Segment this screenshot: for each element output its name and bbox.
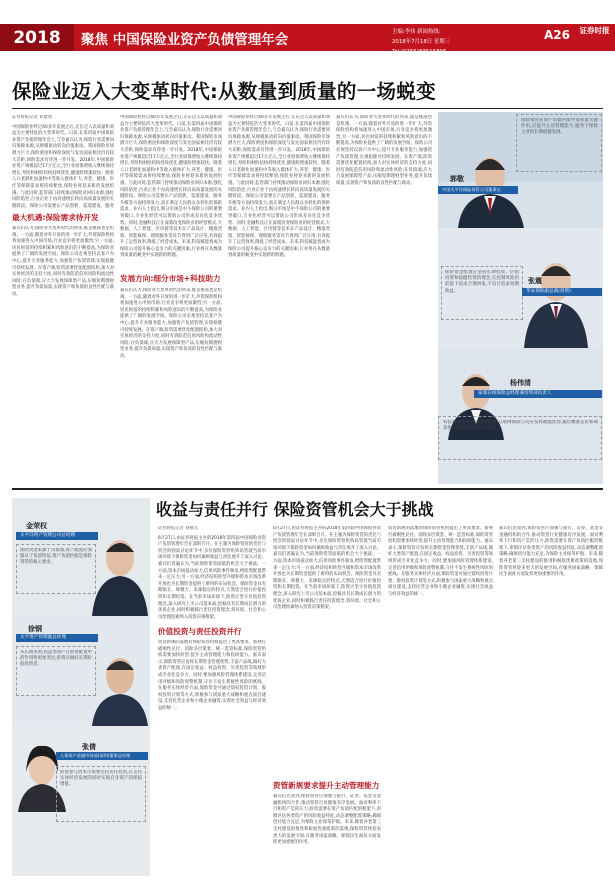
headline-rule (12, 108, 603, 109)
article1-subhead-1: 最大机遇:保险需求待开发 (12, 213, 99, 222)
quote-text-4: 保险资金来源于负债端,资产配置必须服从于负债特征,资产负债匹配是保险资管的核心要求。 (20, 548, 92, 566)
article2-column-2b: 嘉宾们还谈到,保险资管应加强与银行、证券、基金等金融机构的合作,推动资管行业健康有序发展。面对利率下行和资产荒的压力,险资需要在资产负债匹配的框架下,审慎评估各类资产的风险收益特征,动态调整配置策略,确保偿付能力充足,为保险主业保驾护航。未来,随着养老第三支柱建设的推进和税收优惠政策的落地,保险资管将迎来更大的发展空间,在服务国家战略、保障民生福祉方面发挥更加重要的作用。 (273, 794, 381, 846)
quote-text-6: 险资参与资本市场要坚持责任投资,在支持实体经济发展的同时实现自身资产的保值增值。 (60, 770, 142, 788)
masthead-tel: Tel:(0755)83515896 (392, 49, 447, 55)
person-name-2: 张震 (528, 277, 542, 285)
article2-column-1b: 资管新规的落地对保险资管机构提出了更高要求。新规打破刚性兑付、消除多层嵌套、统一监管标准,保险资管机构需要加快转型,提升主动管理能力和投研能力。嘉宾表示,保险资管应发挥长期资金管理优势,丰富产品线,做好大类资产配置,在固定收益、权益投资、另类投资等领域形成专业化竞争力。同时,要加强风险管理体系建设,完善信用评级和风险预警机制,守住不发生系统性风险的底线。在服务实体经济方面,保险资金可通过债权投资计划、股权投资计划等方式,积极参与国家重大战略和重点项目建设,支持民营企业和小微企业融资,实现社会效益与经济效益的统一。 (158, 640, 266, 711)
person-name-5: 徐钢 (28, 625, 42, 633)
quote-text-5: 从长期来看,权益类资产在险资配置中的作用将更加突出,险资应做好长期价值投资者。 (20, 650, 92, 668)
headline-article1: 保险业迈入大变革时代:从数量到质量的一场蜕变 (12, 80, 436, 103)
person-title-1: 中国太平洋保险资管公司董事长 (438, 186, 518, 194)
section-divider (12, 488, 603, 490)
article1-column-4: 嘉宾们认为,保险业大变革时代的到来,既是挑战也是机遇。一方面,随着对外开放的进一步扩大,外资保险机构将加速进入中国市场,行业竞争将更加激烈;另一方面,居民财富的持续积累和风险意识的不断提高,为保险业提供了广阔的发展空间。保险公司必须坚持以客户为中心,提升专业服务能力,加强资产负债管理,实现稳健可持续发展。在资产端,险资需要优化配置结构,加大对实体经济的支持力度,同时有效防范信用风险和流动性风险;在负债端,应大力发展保障型产品,压缩短期理财型业务,提升负债质量,实现资产和负债的良性匹配与联动。 (336, 115, 432, 186)
article1-column-1b: 嘉宾们认为,保险业大变革时代的到来,既是挑战也是机遇。一方面,随着对外开放的进一步扩大,外资保险机构将加速进入中国市场,行业竞争将更加激烈;另一方面,居民财富的持续积累和风险意识的不断提高,为保险业提供了广阔的发展空间。保险公司必须坚持以客户为中心,提升专业服务能力,加强资产负债管理,实现稳健可持续发展。在资产端,险资需要优化配置结构,加大对实体经济的支持力度,同时有效防范信用风险和流动性风险;在负债端,应大力发展保障型产品,压缩短期理财型业务,提升负债质量,实现资产和负债的良性匹配与联动。 (12, 226, 114, 297)
article2-column-1: 证券时报记者 刘敬元 6月27日,由证券时报主办的2018年第四届中国保险业资产负债管理年会在深圳召开。在主题为保险资管的责任与机会的圆桌讨论环节中,多位保险资管机构高管就当前市场环境下保险资金如何兼顾收益与责任展开了深入讨论。嘉宾们普遍认为,当前保险资管面临的机会大于挑战。一方面,资本市场波动加大,信用风险事件频发,给险资配置带来一定压力;另一方面,经济结构转型升级和资本市场改革开放也为长期资金提供了难得的布局机会。保险资金具有期限长、规模大、来源稳定的特点,天然适合进行价值投资和长期投资。在当前市场环境下,险资应坚守价值投资理念,深入研究上市公司基本面,挖掘具有长期成长潜力的优质企业,同时积极践行责任投资理念,将环境、社会和公司治理因素纳入投资决策框架。 (158, 526, 266, 620)
person-title-6: 人保资产金融市场部(深圳)董事总经理 (56, 752, 148, 760)
article2-byline: 证券时报记者 刘敬元 (158, 526, 199, 531)
page-number: A26 (544, 28, 570, 42)
headline-article2: 收益与责任并行 保险资管机会大于挑战 (156, 500, 434, 519)
article2-column-4: 嘉宾们还谈到,保险资管应加强与银行、证券、基金等金融机构的合作,推动资管行业健康有序发展。面对利率下行和资产荒的压力,险资需要在资产负债匹配的框架下,审慎评估各类资产的风险收益特征,动态调整配置策略,确保偿付能力充足,为保险主业保驾护航。未来,随着养老第三支柱建设的推进和税收优惠政策的落地,保险资管将迎来更大的发展空间,在服务国家战略、保障民生福祉方面发挥更加重要的作用。 (499, 526, 603, 578)
article1-column-2b: 嘉宾们认为,保险业大变革时代的到来,既是挑战也是机遇。一方面,随着对外开放的进一步扩大,外资保险机构将加速进入中国市场,行业竞争将更加激烈;另一方面,居民财富的持续积累和风险意识的不断提高,为保险业提供了广阔的发展空间。保险公司必须坚持以客户为中心,提升专业服务能力,加强资产负债管理,实现稳健可持续发展。在资产端,险资需要优化配置结构,加大对实体经济的支持力度,同时有效防范信用风险和流动性风险;在负债端,应大力发展保障型产品,压缩短期理财型业务,提升负债质量,实现资产和负债的良性匹配与联动。 (120, 288, 222, 359)
masthead-title: 聚焦 中国保险业资产负债管理年会 (81, 31, 289, 48)
article2-column-3: 资管新规的落地对保险资管机构提出了更高要求。新规打破刚性兑付、消除多层嵌套、统一监管标准,保险资管机构需要加快转型,提升主动管理能力和投研能力。嘉宾表示,保险资管应发挥长期资金管理优势,丰富产品线,做好大类资产配置,在固定收益、权益投资、另类投资等领域形成专业化竞争力。同时,要加强风险管理体系建设,完善信用评级和风险预警机制,守住不发生系统性风险的底线。在服务实体经济方面,保险资金可通过债权投资计划、股权投资计划等方式,积极参与国家重大战略和重点项目建设,支持民营企业和小微企业融资,实现社会效益与经济效益的统一。 (388, 526, 493, 597)
masthead-editor: 主编:李伟 新闻热线: (392, 29, 441, 35)
quote-text-3: 科技将重塑保险业的价值链,互联网保险公司应发挥数据优势,通过精准定价和场景化产品满足细分客户需求。 (443, 420, 598, 432)
article2-subhead-2: 资管新规要求提升主动管理能力 (273, 781, 380, 790)
article1-column-1: 证券时报记者 邓建勇 中国保险业经过40多年发展之后,正在迈入以质量和效益为主要特征的大变革时代。日前,在第四届中国保险业资产负债管理年会上,与会嘉宾认为,保险行业需要回归保障本源,从规模驱动转向价值驱动。我国保险市场潜力巨大,保险密度和保险深度与发达国家相比仍有较大差距,保险需求有待进一步开发。2018年,中国保险业资产规模超过17万亿元,全行业原保费收入继续保持增长,寿险和财险结构持续优化,健康险增速较快。随着人口老龄化加速和中等收入群体扩大,养老、健康、医疗等保障需求将持续释放,保险业将迎来新的发展机遇。与此同时,监管部门持续推动保险业回归本源,强化风险防控,行业正处于由高速增长转向高质量发展的关键阶段。保险公司需要在产品创新、渠道建设、服务 (12, 115, 114, 208)
person-name-6: 张倩 (82, 743, 96, 751)
newspaper-logo: 证券时报 (579, 26, 610, 35)
person-name-3: 杨伟清 (510, 379, 531, 387)
article1-column-2: 中国保险业经过40多年发展之后,正在迈入以质量和效益为主要特征的大变革时代。日前,在第四届中国保险业资产负债管理年会上,与会嘉宾认为,保险行业需要回归保障本源,从规模驱动转向价值驱动。我国保险市场潜力巨大,保险密度和保险深度与发达国家相比仍有较大差距,保险需求有待进一步开发。2018年,中国保险业资产规模超过17万亿元,全行业原保费收入继续保持增长,寿险和财险结构持续优化,健康险增速较快。随着人口老龄化加速和中等收入群体扩大,养老、健康、医疗等保障需求将持续释放,保险业将迎来新的发展机遇。与此同时,监管部门持续推动保险业回归本源,强化风险防控,行业正处于由高速增长转向高质量发展的关键阶段。保险公司需要在产品创新、渠道建设、服务升级等方面持续发力,真正满足人民群众多样化的保险需求。业内人士指出,细分市场是中小保险公司的重要突破口,专业化经营可以帮助公司形成差异化竞争优势。同时,金融科技正在深刻改变保险业的经营模式,大数据、人工智能、区块链等技术在产品设计、精准营销、智能核保、理赔服务等环节得到广泛应用,有效提升了运营效率,降低了经营成本。未来,科技赋能将成为保险公司提升核心竞争力的关键因素,行业将在从数量到质量的蜕变中实现新的跨越。 (120, 115, 222, 259)
person-name-1: 郭敬 (450, 175, 464, 183)
masthead-bar (0, 24, 615, 55)
person-title-5: 太平资产管理副总经理 (16, 634, 98, 642)
article1-byline: 证券时报记者 邓建勇 (12, 115, 53, 120)
person-name-4: 金荣权 (26, 522, 47, 530)
person-title-3: 泰康在线保险总经理兼投资部负责人 (474, 390, 602, 398)
masthead-date: 2018年7月18日 星期三 (392, 39, 451, 45)
quote-text-1: 保险资管在资产负债匹配中发挥着关键作用,应提升主动管理能力,服务于保险主业的长期稳健发展。 (521, 118, 598, 136)
masthead-info (392, 27, 450, 57)
article2-subhead-1: 价值投资与责任投资并行 (158, 627, 242, 636)
masthead-year: 2018 (0, 24, 74, 51)
quote-text-2: 保险资金配置应坚持长期投资、价值投资和稳健投资的理念,在控制风险的前提下追求合理回报,不盲目追求短期收益。 (445, 270, 519, 294)
person-title-4: 太平洋资产管理公司总经理 (16, 532, 98, 540)
article1-column-3: 中国保险业经过40多年发展之后,正在迈入以质量和效益为主要特征的大变革时代。日前,在第四届中国保险业资产负债管理年会上,与会嘉宾认为,保险行业需要回归保障本源,从规模驱动转向价值驱动。我国保险市场潜力巨大,保险密度和保险深度与发达国家相比仍有较大差距,保险需求有待进一步开发。2018年,中国保险业资产规模超过17万亿元,全行业原保费收入继续保持增长,寿险和财险结构持续优化,健康险增速较快。随着人口老龄化加速和中等收入群体扩大,养老、健康、医疗等保障需求将持续释放,保险业将迎来新的发展机遇。与此同时,监管部门持续推动保险业回归本源,强化风险防控,行业正处于由高速增长转向高质量发展的关键阶段。保险公司需要在产品创新、渠道建设、服务升级等方面持续发力,真正满足人民群众多样化的保险需求。业内人士指出,细分市场是中小保险公司的重要突破口,专业化经营可以帮助公司形成差异化竞争优势。同时,金融科技正在深刻改变保险业的经营模式,大数据、人工智能、区块链等技术在产品设计、精准营销、智能核保、理赔服务等环节得到广泛应用,有效提升了运营效率,降低了经营成本。未来,科技赋能将成为保险公司提升核心竞争力的关键因素,行业将在从数量到质量的蜕变中实现新的跨越。 (228, 115, 330, 259)
person-title-2: 华安保险副总裁(投资) (522, 288, 602, 296)
article2-column-2: 6月27日,由证券时报主办的2018年第四届中国保险业资产负债管理年会在深圳召开。在主题为保险资管的责任与机会的圆桌讨论环节中,多位保险资管机构高管就当前市场环境下保险资金如何兼顾收益与责任展开了深入讨论。嘉宾们普遍认为,当前保险资管面临的机会大于挑战。一方面,资本市场波动加大,信用风险事件频发,给险资配置带来一定压力;另一方面,经济结构转型升级和资本市场改革开放也为长期资金提供了难得的布局机会。保险资金具有期限长、规模大、来源稳定的特点,天然适合进行价值投资和长期投资。在当前市场环境下,险资应坚守价值投资理念,深入研究上市公司基本面,挖掘具有长期成长潜力的优质企业,同时积极践行责任投资理念,将环境、社会和公司治理因素纳入投资决策框架。 (273, 526, 381, 611)
article1-subhead-2: 发展方向:细分市场+科技助力 (120, 274, 221, 283)
